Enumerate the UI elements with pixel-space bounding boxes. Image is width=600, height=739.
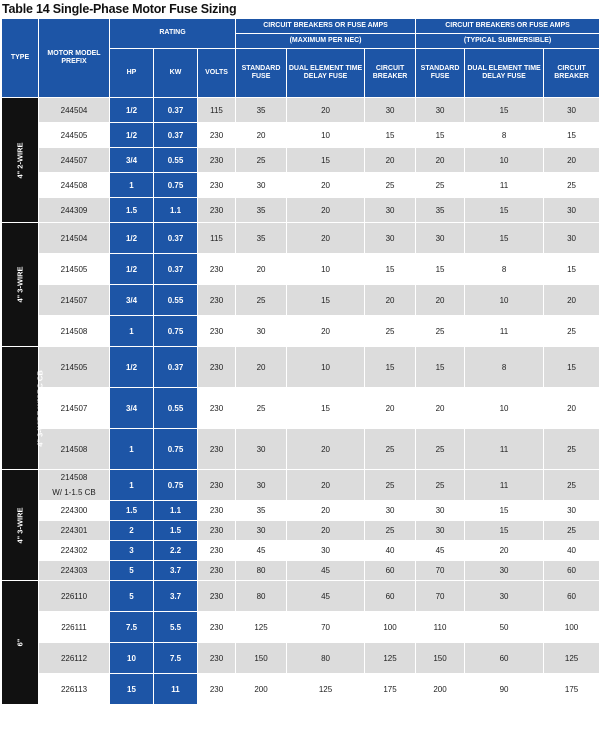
sub-cb-cell: 40 bbox=[544, 541, 600, 561]
sub-dual-cell: 30 bbox=[465, 581, 544, 612]
kw-cell: 11 bbox=[154, 674, 198, 705]
sub-cb-cell: 25 bbox=[544, 429, 600, 470]
hp-cell: 10 bbox=[110, 643, 154, 674]
model-prefix: 224301 bbox=[60, 526, 88, 535]
volts-cell: 230 bbox=[198, 285, 236, 316]
model-prefix: 244309 bbox=[60, 205, 88, 215]
volts-cell: 230 bbox=[198, 388, 236, 429]
sub-std-cell: 25 bbox=[416, 470, 465, 501]
hp-cell: 1.5 bbox=[110, 501, 154, 521]
kw-cell: 0.75 bbox=[154, 316, 198, 347]
nec-cb-cell: 15 bbox=[365, 123, 416, 148]
kw-cell: 3.7 bbox=[154, 561, 198, 581]
nec-dual-cell: 20 bbox=[287, 429, 365, 470]
hp-cell: 1.5 bbox=[110, 198, 154, 223]
nec-std-cell: 150 bbox=[236, 643, 287, 674]
kw-cell: 0.37 bbox=[154, 98, 198, 123]
sub-dual-cell: 15 bbox=[465, 223, 544, 254]
sub-cb-cell: 25 bbox=[544, 316, 600, 347]
nec-std-cell: 45 bbox=[236, 541, 287, 561]
kw-cell: 0.55 bbox=[154, 148, 198, 173]
table-title: Table 14 Single-Phase Motor Fuse Sizing bbox=[2, 2, 237, 16]
nec-dual-cell: 20 bbox=[287, 223, 365, 254]
hp-cell: 15 bbox=[110, 674, 154, 705]
volts-cell: 230 bbox=[198, 254, 236, 285]
kw-cell: 0.37 bbox=[154, 223, 198, 254]
volts-cell: 230 bbox=[198, 501, 236, 521]
nec-cb-cell: 30 bbox=[365, 501, 416, 521]
nec-dual-cell: 20 bbox=[287, 198, 365, 223]
model-prefix-cell bbox=[39, 561, 110, 581]
sub-cb-cell: 30 bbox=[544, 198, 600, 223]
sub-cb-cell: 60 bbox=[544, 581, 600, 612]
kw-cell: 5.5 bbox=[154, 612, 198, 643]
sub-cb-cell: 20 bbox=[544, 148, 600, 173]
volts-cell: 230 bbox=[198, 148, 236, 173]
header-sub-circuit-breaker: CIRCUIT BREAKER bbox=[544, 49, 600, 98]
sub-dual-cell: 90 bbox=[465, 674, 544, 705]
model-note: W/ 1-1.5 CB bbox=[52, 488, 96, 497]
table-row bbox=[2, 541, 600, 561]
nec-std-cell: 25 bbox=[236, 148, 287, 173]
hp-cell: 1 bbox=[110, 429, 154, 470]
header-type: TYPE bbox=[2, 19, 39, 98]
nec-std-cell: 35 bbox=[236, 198, 287, 223]
nec-cb-cell: 25 bbox=[365, 316, 416, 347]
nec-std-cell: 25 bbox=[236, 285, 287, 316]
kw-cell: 0.37 bbox=[154, 254, 198, 285]
nec-cb-cell: 30 bbox=[365, 223, 416, 254]
volts-cell: 230 bbox=[198, 521, 236, 541]
hp-cell: 3/4 bbox=[110, 285, 154, 316]
nec-cb-cell: 30 bbox=[365, 198, 416, 223]
model-prefix: 214508 bbox=[60, 326, 88, 336]
hp-cell: 1/2 bbox=[110, 347, 154, 388]
nec-dual-cell: 10 bbox=[287, 254, 365, 285]
model-prefix-cell bbox=[39, 521, 110, 541]
table-row bbox=[2, 388, 600, 429]
model-prefix: 214507 bbox=[60, 295, 88, 305]
sub-std-cell: 30 bbox=[416, 98, 465, 123]
kw-cell: 0.55 bbox=[154, 285, 198, 316]
sub-dual-cell: 15 bbox=[465, 98, 544, 123]
hp-cell: 5 bbox=[110, 581, 154, 612]
hp-cell: 1 bbox=[110, 173, 154, 198]
sub-dual-cell: 15 bbox=[465, 501, 544, 521]
sub-cb-cell: 25 bbox=[544, 470, 600, 501]
volts-cell: 230 bbox=[198, 470, 236, 501]
header-nec-dual-element: DUAL ELEMENT TIME DELAY FUSE bbox=[287, 49, 365, 98]
volts-cell: 230 bbox=[198, 541, 236, 561]
model-prefix: 226111 bbox=[61, 622, 87, 632]
model-prefix-cell bbox=[39, 223, 110, 254]
type-cell bbox=[2, 347, 45, 470]
model-prefix-cell bbox=[39, 674, 110, 705]
volts-cell: 230 bbox=[198, 561, 236, 581]
sub-std-cell: 35 bbox=[416, 198, 465, 223]
kw-cell: 7.5 bbox=[154, 643, 198, 674]
table-row bbox=[2, 612, 600, 643]
nec-cb-cell: 25 bbox=[365, 429, 416, 470]
hp-cell: 1/2 bbox=[110, 223, 154, 254]
sub-std-cell: 30 bbox=[416, 223, 465, 254]
model-prefix-cell bbox=[39, 501, 110, 521]
table-row bbox=[2, 347, 600, 388]
model-prefix-cell bbox=[39, 612, 110, 643]
volts-cell: 230 bbox=[198, 581, 236, 612]
sub-std-cell: 20 bbox=[416, 148, 465, 173]
type-label: 4" 2-WIRE bbox=[15, 141, 25, 179]
nec-std-cell: 80 bbox=[236, 561, 287, 581]
header-sub-dual-element: DUAL ELEMENT TIME DELAY FUSE bbox=[465, 49, 544, 98]
nec-dual-cell: 20 bbox=[287, 501, 365, 521]
sub-cb-cell: 100 bbox=[544, 612, 600, 643]
nec-dual-cell: 125 bbox=[287, 674, 365, 705]
hp-cell: 1 bbox=[110, 470, 154, 501]
type-cell bbox=[2, 470, 39, 581]
sub-dual-cell: 10 bbox=[465, 388, 544, 429]
volts-cell: 230 bbox=[198, 612, 236, 643]
sub-std-cell: 45 bbox=[416, 541, 465, 561]
sub-std-cell: 30 bbox=[416, 521, 465, 541]
table-row bbox=[2, 581, 600, 612]
sub-cb-cell: 20 bbox=[544, 285, 600, 316]
sub-cb-cell: 60 bbox=[544, 561, 600, 581]
nec-std-cell: 30 bbox=[236, 521, 287, 541]
hp-cell: 3 bbox=[110, 541, 154, 561]
header-group-nec: CIRCUIT BREAKERS OR FUSE AMPS bbox=[236, 19, 416, 34]
sub-cb-cell: 175 bbox=[544, 674, 600, 705]
sub-dual-cell: 8 bbox=[465, 347, 544, 388]
kw-cell: 1.1 bbox=[154, 501, 198, 521]
nec-cb-cell: 175 bbox=[365, 674, 416, 705]
kw-cell: 1.5 bbox=[154, 521, 198, 541]
sub-dual-cell: 11 bbox=[465, 316, 544, 347]
table-row bbox=[2, 223, 600, 254]
nec-dual-cell: 20 bbox=[287, 521, 365, 541]
kw-cell: 0.55 bbox=[154, 388, 198, 429]
model-prefix-cell bbox=[39, 123, 110, 148]
table-row bbox=[2, 98, 600, 123]
sub-dual-cell: 10 bbox=[465, 285, 544, 316]
model-prefix-cell bbox=[39, 98, 110, 123]
model-prefix-cell bbox=[39, 429, 110, 470]
table-row bbox=[2, 501, 600, 521]
model-prefix: 214505 bbox=[60, 264, 88, 274]
type-label: 4" 3-WIRE bbox=[15, 506, 25, 544]
table-body bbox=[2, 98, 600, 705]
model-prefix: 226112 bbox=[60, 653, 88, 663]
sub-dual-cell: 15 bbox=[465, 521, 544, 541]
header-group-nec-sub: (MAXIMUM PER NEC) bbox=[236, 34, 416, 49]
volts-cell: 230 bbox=[198, 316, 236, 347]
volts-cell: 115 bbox=[198, 223, 236, 254]
nec-cb-cell: 125 bbox=[365, 643, 416, 674]
volts-cell: 230 bbox=[198, 123, 236, 148]
model-prefix: 224303 bbox=[60, 566, 88, 575]
sub-cb-cell: 15 bbox=[544, 123, 600, 148]
model-prefix-cell bbox=[39, 347, 110, 388]
model-prefix-cell bbox=[39, 541, 110, 561]
sub-cb-cell: 20 bbox=[544, 388, 600, 429]
header-volts: VOLTS bbox=[198, 49, 236, 98]
nec-std-cell: 20 bbox=[236, 347, 287, 388]
nec-cb-cell: 20 bbox=[365, 285, 416, 316]
sub-cb-cell: 30 bbox=[544, 223, 600, 254]
sub-dual-cell: 8 bbox=[465, 254, 544, 285]
sub-std-cell: 20 bbox=[416, 285, 465, 316]
hp-cell: 1/2 bbox=[110, 254, 154, 285]
model-prefix: 224300 bbox=[60, 506, 88, 515]
sub-cb-cell: 15 bbox=[544, 254, 600, 285]
header-group-submersible-sub: (TYPICAL SUBMERSIBLE) bbox=[416, 34, 600, 49]
nec-cb-cell: 15 bbox=[365, 254, 416, 285]
kw-cell: 1.1 bbox=[154, 198, 198, 223]
model-prefix-cell bbox=[39, 198, 110, 223]
volts-cell: 230 bbox=[198, 173, 236, 198]
nec-std-cell: 30 bbox=[236, 316, 287, 347]
nec-std-cell: 125 bbox=[236, 612, 287, 643]
nec-std-cell: 30 bbox=[236, 173, 287, 198]
model-prefix-cell bbox=[39, 285, 110, 316]
header-sub-standard-fuse: STANDARD FUSE bbox=[416, 49, 465, 98]
table-row bbox=[2, 561, 600, 581]
model-prefix-cell bbox=[39, 316, 110, 347]
sub-cb-cell: 30 bbox=[544, 501, 600, 521]
table-row bbox=[2, 674, 600, 705]
header-rating: RATING bbox=[110, 19, 236, 49]
table-row bbox=[2, 316, 600, 347]
nec-cb-cell: 60 bbox=[365, 561, 416, 581]
sub-dual-cell: 30 bbox=[465, 561, 544, 581]
nec-std-cell: 35 bbox=[236, 98, 287, 123]
kw-cell: 0.37 bbox=[154, 123, 198, 148]
nec-dual-cell: 80 bbox=[287, 643, 365, 674]
volts-cell: 115 bbox=[198, 98, 236, 123]
nec-cb-cell: 15 bbox=[365, 347, 416, 388]
nec-std-cell: 30 bbox=[236, 470, 287, 501]
sub-std-cell: 25 bbox=[416, 429, 465, 470]
table-row bbox=[2, 173, 600, 198]
sub-cb-cell: 125 bbox=[544, 643, 600, 674]
sub-dual-cell: 8 bbox=[465, 123, 544, 148]
hp-cell: 7.5 bbox=[110, 612, 154, 643]
sub-dual-cell: 11 bbox=[465, 429, 544, 470]
model-prefix-cell bbox=[39, 173, 110, 198]
model-prefix: 244507 bbox=[60, 155, 88, 165]
nec-cb-cell: 20 bbox=[365, 388, 416, 429]
header-nec-circuit-breaker: CIRCUIT BREAKER bbox=[365, 49, 416, 98]
nec-dual-cell: 20 bbox=[287, 316, 365, 347]
table-row bbox=[2, 643, 600, 674]
kw-cell: 0.75 bbox=[154, 173, 198, 198]
sub-dual-cell: 11 bbox=[465, 470, 544, 501]
volts-cell: 230 bbox=[198, 198, 236, 223]
model-prefix: 244505 bbox=[60, 130, 88, 140]
model-prefix: 214508 bbox=[60, 444, 88, 454]
volts-cell: 230 bbox=[198, 429, 236, 470]
model-prefix-cell bbox=[39, 470, 110, 501]
kw-cell: 3.7 bbox=[154, 581, 198, 612]
nec-cb-cell: 25 bbox=[365, 173, 416, 198]
table-row bbox=[2, 429, 600, 470]
header-model: MOTOR MODEL PREFIX bbox=[39, 19, 110, 98]
sub-cb-cell: 30 bbox=[544, 98, 600, 123]
sub-std-cell: 20 bbox=[416, 388, 465, 429]
sub-std-cell: 200 bbox=[416, 674, 465, 705]
table-row bbox=[2, 198, 600, 223]
nec-cb-cell: 40 bbox=[365, 541, 416, 561]
nec-cb-cell: 100 bbox=[365, 612, 416, 643]
sub-dual-cell: 15 bbox=[465, 198, 544, 223]
model-prefix: 214505 bbox=[60, 362, 88, 372]
header-nec-standard-fuse: STANDARD FUSE bbox=[236, 49, 287, 98]
nec-std-cell: 35 bbox=[236, 223, 287, 254]
model-prefix-cell bbox=[39, 643, 110, 674]
kw-cell: 2.2 bbox=[154, 541, 198, 561]
nec-std-cell: 200 bbox=[236, 674, 287, 705]
type-cell bbox=[2, 98, 39, 223]
nec-dual-cell: 70 bbox=[287, 612, 365, 643]
nec-cb-cell: 60 bbox=[365, 581, 416, 612]
table-row bbox=[2, 254, 600, 285]
nec-dual-cell: 45 bbox=[287, 581, 365, 612]
sub-cb-cell: 15 bbox=[544, 347, 600, 388]
model-prefix-cell bbox=[39, 388, 110, 429]
sub-std-cell: 150 bbox=[416, 643, 465, 674]
nec-cb-cell: 20 bbox=[365, 148, 416, 173]
sub-std-cell: 15 bbox=[416, 254, 465, 285]
model-prefix: 244508 bbox=[60, 180, 88, 190]
nec-cb-cell: 25 bbox=[365, 521, 416, 541]
sub-std-cell: 70 bbox=[416, 561, 465, 581]
model-prefix-cell bbox=[39, 148, 110, 173]
nec-std-cell: 80 bbox=[236, 581, 287, 612]
type-label: 4" 3-WIRE bbox=[15, 266, 25, 303]
sub-dual-cell: 10 bbox=[465, 148, 544, 173]
sub-dual-cell: 20 bbox=[465, 541, 544, 561]
sub-dual-cell: 60 bbox=[465, 643, 544, 674]
type-cell bbox=[2, 223, 39, 347]
hp-cell: 1/2 bbox=[110, 123, 154, 148]
nec-std-cell: 20 bbox=[236, 123, 287, 148]
model-prefix: 214508 bbox=[60, 473, 88, 482]
model-prefix: 226110 bbox=[60, 591, 88, 601]
model-prefix: 244504 bbox=[60, 105, 88, 115]
nec-dual-cell: 10 bbox=[287, 123, 365, 148]
nec-cb-cell: 30 bbox=[365, 98, 416, 123]
sub-dual-cell: 11 bbox=[465, 173, 544, 198]
type-label: 6" bbox=[15, 638, 25, 647]
header-kw: KW bbox=[154, 49, 198, 98]
table-row bbox=[2, 521, 600, 541]
sub-std-cell: 70 bbox=[416, 581, 465, 612]
nec-dual-cell: 15 bbox=[287, 148, 365, 173]
nec-dual-cell: 30 bbox=[287, 541, 365, 561]
nec-dual-cell: 20 bbox=[287, 98, 365, 123]
model-prefix: 214504 bbox=[60, 233, 88, 243]
hp-cell: 5 bbox=[110, 561, 154, 581]
model-prefix-cell bbox=[39, 581, 110, 612]
table-row bbox=[2, 148, 600, 173]
hp-cell: 3/4 bbox=[110, 388, 154, 429]
model-prefix: 226113 bbox=[60, 684, 88, 694]
hp-cell: 3/4 bbox=[110, 148, 154, 173]
model-prefix-cell bbox=[39, 254, 110, 285]
model-prefix: 214507 bbox=[60, 403, 88, 413]
type-cell bbox=[2, 581, 39, 705]
nec-dual-cell: 15 bbox=[287, 285, 365, 316]
type-label: 4" 3-WIRE W/CRC CB bbox=[35, 369, 45, 447]
kw-cell: 0.75 bbox=[154, 470, 198, 501]
volts-cell: 230 bbox=[198, 643, 236, 674]
sub-std-cell: 25 bbox=[416, 173, 465, 198]
nec-std-cell: 35 bbox=[236, 501, 287, 521]
nec-dual-cell: 15 bbox=[287, 388, 365, 429]
hp-cell: 1/2 bbox=[110, 98, 154, 123]
sub-std-cell: 15 bbox=[416, 347, 465, 388]
sub-std-cell: 15 bbox=[416, 123, 465, 148]
kw-cell: 0.75 bbox=[154, 429, 198, 470]
table-row bbox=[2, 470, 600, 501]
header-hp: HP bbox=[110, 49, 154, 98]
volts-cell: 230 bbox=[198, 674, 236, 705]
header-group-submersible: CIRCUIT BREAKERS OR FUSE AMPS bbox=[416, 19, 600, 34]
sub-dual-cell: 50 bbox=[465, 612, 544, 643]
hp-cell: 1 bbox=[110, 316, 154, 347]
sub-cb-cell: 25 bbox=[544, 521, 600, 541]
nec-dual-cell: 45 bbox=[287, 561, 365, 581]
sub-std-cell: 25 bbox=[416, 316, 465, 347]
model-prefix: 224302 bbox=[60, 546, 88, 555]
hp-cell: 2 bbox=[110, 521, 154, 541]
sub-cb-cell: 25 bbox=[544, 173, 600, 198]
nec-dual-cell: 20 bbox=[287, 470, 365, 501]
table-row bbox=[2, 285, 600, 316]
sub-std-cell: 30 bbox=[416, 501, 465, 521]
fuse-sizing-table bbox=[1, 18, 600, 705]
volts-cell: 230 bbox=[198, 347, 236, 388]
nec-cb-cell: 25 bbox=[365, 470, 416, 501]
nec-dual-cell: 20 bbox=[287, 173, 365, 198]
nec-dual-cell: 10 bbox=[287, 347, 365, 388]
sub-std-cell: 110 bbox=[416, 612, 465, 643]
kw-cell: 0.37 bbox=[154, 347, 198, 388]
table-row bbox=[2, 123, 600, 148]
nec-std-cell: 25 bbox=[236, 388, 287, 429]
nec-std-cell: 20 bbox=[236, 254, 287, 285]
nec-std-cell: 30 bbox=[236, 429, 287, 470]
